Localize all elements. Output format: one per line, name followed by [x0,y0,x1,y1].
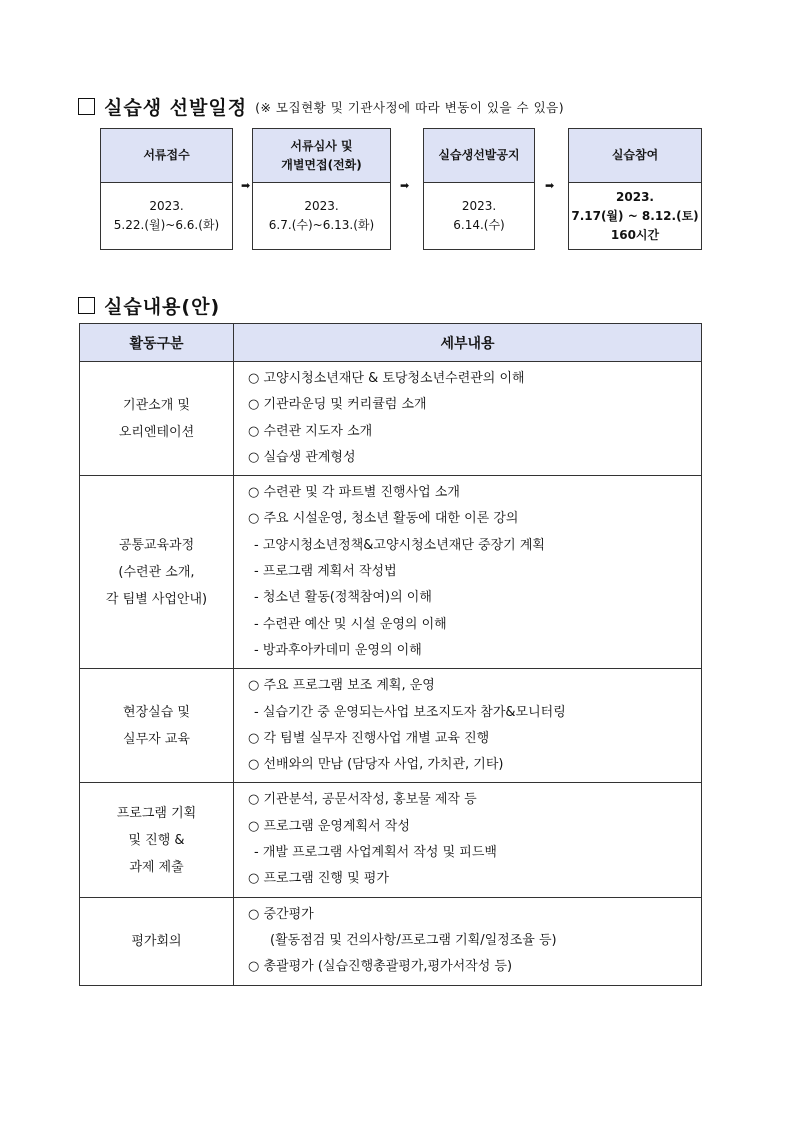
activity-category-label: 공통교육과정 (수련관 소개, 각 팀별 사업안내) [105,537,208,607]
step-date: 2023. 6.7.(수)~6.13.(화) [268,199,375,232]
detail-item: ○ 각 팀별 실무자 진행사업 개별 교육 진행 [248,730,490,746]
checkbox-icon [78,98,95,115]
detail-item: ○ 수련관 및 각 파트별 진행사업 소개 [248,485,460,501]
detail-item: - 수련관 예산 및 시설 운영의 이해 [254,616,447,632]
step-4 [568,128,702,250]
step-date: 2023. 6.14.(수) [453,199,505,232]
activity-category [80,362,234,476]
step-date: 2023. 7.17(월) ~ 8.12.(토) 160시간 [571,189,699,242]
table-row [80,362,702,476]
detail-item: - 고양시청소년정책&고양시청소년재단 중장기 계획 [254,537,545,553]
detail-item: - 실습기간 중 운영되는사업 보조지도자 참가&모니터링 [254,704,566,720]
table-row [80,897,702,985]
content-title: 실습내용(안) [104,296,221,318]
step-date: 2023. 5.22.(월)~6.6.(화) [113,199,220,232]
table-row [80,783,702,897]
step-2 [252,128,391,250]
detail-item: ○ 프로그램 운영계획서 작성 [248,818,410,834]
activity-details [234,897,702,985]
activity-category-label: 프로그램 기획 및 진행 & 과제 제출 [116,805,197,875]
checkbox-icon [78,297,95,314]
table-row [80,476,702,669]
detail-item: ○ 총괄평가 (실습진행총괄평가,평가서작성 등) [248,959,513,975]
activity-category-label: 현장실습 및 실무자 교육 [123,704,190,747]
schedule-title: 실습생 선발일정 [104,97,248,119]
activity-category [80,476,234,669]
detail-item: - 프로그램 계획서 작성법 [254,564,397,580]
content-section-title [78,292,220,319]
step-name: 실습생선발공지 [424,129,534,183]
arrow-right-icon: ➡ [545,179,555,192]
table-header-row [80,324,702,362]
step-name: 서류접수 [101,129,232,183]
activity-details [234,476,702,669]
activity-category [80,669,234,783]
step-1 [100,128,233,250]
step-name: 서류심사 및 개별면접(전화) [253,129,390,183]
activity-details [234,669,702,783]
detail-item: ○ 주요 시설운영, 청소년 활동에 대한 이론 강의 [248,511,519,527]
activity-details [234,783,702,897]
detail-item: ○ 실습생 관계형성 [248,449,356,465]
activity-category [80,897,234,985]
step-name: 실습참여 [569,129,701,183]
arrow-right-icon: ➡ [241,179,251,192]
activity-category-label: 평가회의 [131,933,182,949]
detail-item: ○ 주요 프로그램 보조 계획, 운영 [248,678,435,694]
detail-item: ○ 기관분석, 공문서작성, 홍보물 제작 등 [248,792,477,808]
table-row [80,669,702,783]
step-3 [423,128,535,250]
detail-item: ○ 기관라운딩 및 커리큘럼 소개 [248,397,427,413]
detail-item: ○ 중간평가 [248,906,314,922]
detail-item: - 개발 프로그램 사업계획서 작성 및 피드백 [254,845,497,861]
activity-category-label: 기관소개 및 오리엔테이션 [118,397,195,440]
activity-details [234,362,702,476]
detail-item: ○ 선배와의 만남 (담당자 사업, 가치관, 기타) [248,757,504,773]
arrow-right-icon: ➡ [400,179,410,192]
schedule-note: (※ 모집현황 및 기관사정에 따라 변동이 있을 수 있음) [255,99,565,115]
detail-item: ○ 고양시청소년재단 & 토당청소년수련관의 이해 [248,371,525,386]
detail-item: ○ 수련관 지도자 소개 [248,423,373,439]
detail-item: ○ 프로그램 진행 및 평가 [248,871,389,887]
column-header-detail: 세부내용 [234,324,702,362]
plan-table [79,323,702,986]
column-header-category: 활동구분 [80,324,234,362]
activity-category [80,783,234,897]
schedule-section-title [78,93,564,120]
detail-item: - 방과후아카데미 운영의 이해 [254,642,422,658]
detail-item: (활동점검 및 건의사항/프로그램 기획/일정조율 등) [270,932,557,948]
detail-item: - 청소년 활동(정책참여)의 이해 [254,590,432,606]
